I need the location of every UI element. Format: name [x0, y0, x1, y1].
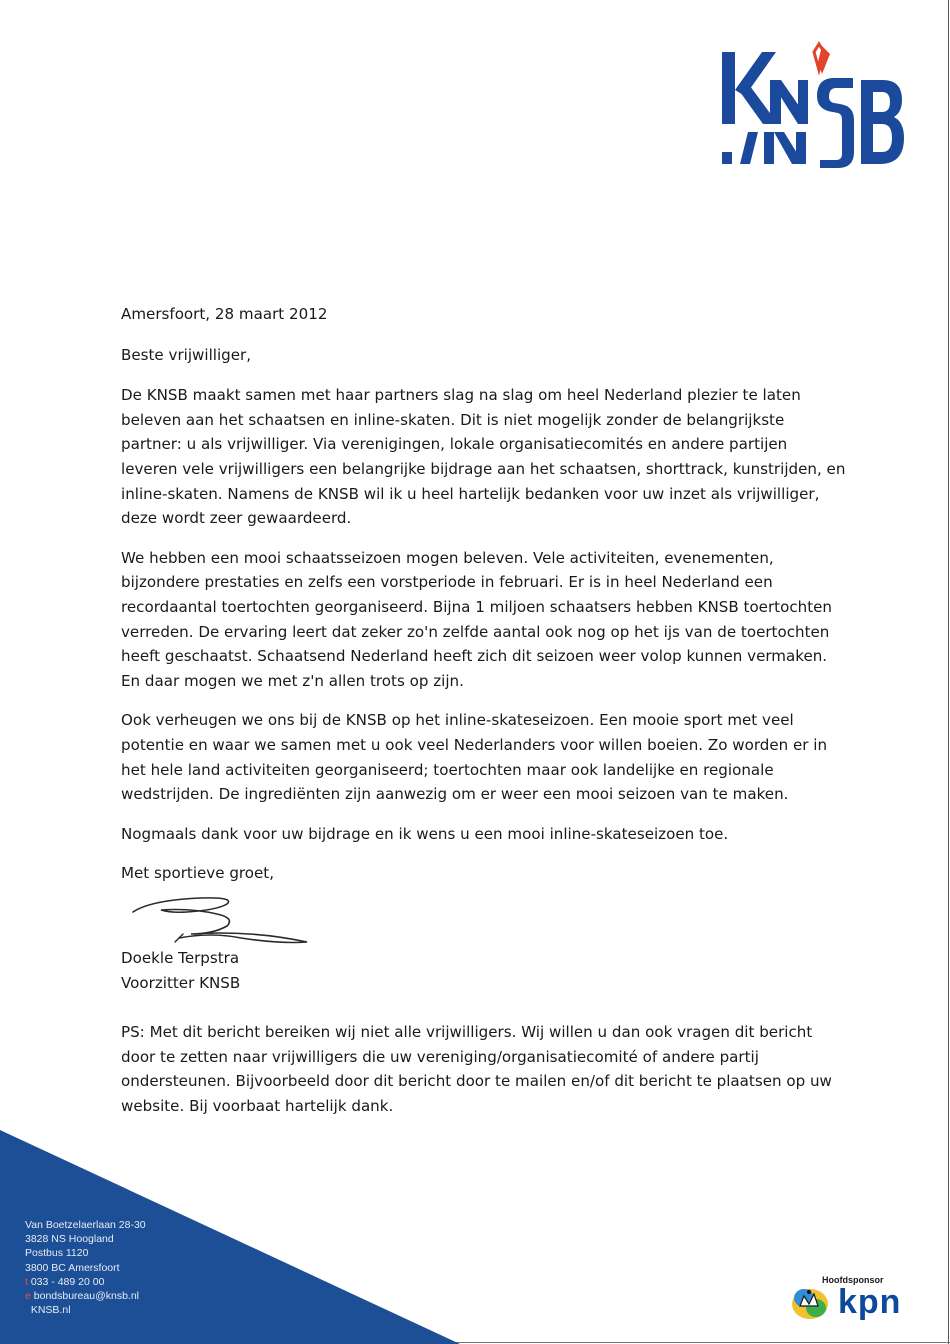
letter-closing: Met sportieve groet,	[121, 864, 275, 883]
letter-paragraph: Nogmaals dank voor uw bijdrage en ik wens u een mooi inline-skateseizoen toe.	[121, 824, 729, 843]
address-line	[25, 1232, 146, 1246]
letter-date: Amersfoort, 28 maart 2012	[121, 305, 328, 323]
signer-block	[121, 946, 240, 995]
address-website	[25, 1303, 146, 1317]
address-line	[25, 1218, 146, 1232]
letter-paragraph: Ook verheugen we ons bij de KNSB op het inline-skateseizoen. Een mooie sport met veel potentie en waar we samen met u ook veel Nederlanders voor willen boeien. Zo worden er in het hele land activiteiten georganiseerd; toertochten maar ook landelijke en regionale wedstrijden. De ingrediënten zijn aanwezig om er weer een mooi seizoen van te maken.	[121, 711, 828, 804]
phone-number: 033 - 489 20 00	[30, 1275, 105, 1288]
address-line-text: Van Boetzelaerlaan 28-30	[25, 1219, 146, 1231]
address-email	[25, 1289, 146, 1303]
sponsor-label: Hoofdsponsor	[822, 1275, 884, 1285]
email-address[interactable]: bondsbureau@knsb.nl	[33, 1290, 139, 1303]
letter-paragraph: De KNSB maakt samen met haar partners slag na slag om heel Nederland plezier te laten beleven aan het schaatsen en inline-skaten. Dit is niet mogelijk zonder de belangrijkste partner: u als vrijwilliger. Via verenigingen, lokale organisatiecomités en andere partijen leveren vele vrijwilligers een belangrijke bijdrage aan het schaatsen, shorttrack, kunstrijden, en inline-skaten. Namens de KNSB wil ik u heel hartelijk bedanken voor uw inzet als vrijwilliger, deze wordt zeer gewaardeerd.	[121, 386, 846, 528]
website-link[interactable]: KNSB.nl	[30, 1304, 71, 1317]
knsb-logo	[718, 40, 908, 170]
signer-title: Voorzitter KNSB	[121, 973, 241, 992]
address-line-text: Postbus 1120	[25, 1247, 89, 1260]
letter-body	[121, 302, 846, 896]
phone-prefix: t	[25, 1275, 28, 1288]
email-prefix: e	[25, 1290, 31, 1303]
handwritten-signature	[131, 888, 316, 950]
address-line-text: 3800 BC Amersfoort	[25, 1261, 120, 1274]
footer-address	[25, 1218, 146, 1317]
page-edge-right	[948, 0, 949, 1344]
address-line	[25, 1246, 146, 1260]
postscript: PS: Met dit bericht bereiken wij niet alle vrijwilligers. Wij willen u dan ook vragen dit bericht door te zetten naar vrijwilligers die uw vereniging/organisatiecomité of andere partij ondersteunen. Bijvoorbeeld door dit bericht door te mailen en/of dit bericht te plaatsen op uw website. Bij voorbaat hartelijk dank.	[121, 1023, 832, 1115]
letter-paragraph: We hebben een mooi schaatsseizoen mogen beleven. Vele activiteiten, evenementen, bijzondere prestaties en zelfs een vorstperiode in februari. Er is in heel Nederland een recordaantal toertochten georganiseerd. Bijna 1 miljoen schaatsers hebben KNSB toertochten verreden. De ervaring leert dat zeker zo'n zelfde aantal ook nog op het ijs van de toertochten heeft geschaatst. Schaatsend Nederland heeft zich dit seizoen weer volop kunnen vermaken. En daar mogen we met z'n allen trots op zijn.	[121, 548, 832, 690]
address-line	[25, 1261, 146, 1275]
sponsor-name: kpn	[838, 1283, 902, 1321]
signer-name: Doekle Terpstra	[121, 949, 240, 967]
letter-salutation: Beste vrijwilliger,	[121, 345, 252, 364]
sponsor-block	[786, 1272, 906, 1322]
address-phone	[25, 1275, 146, 1289]
address-line-text: 3828 NS Hoogland	[25, 1233, 114, 1246]
